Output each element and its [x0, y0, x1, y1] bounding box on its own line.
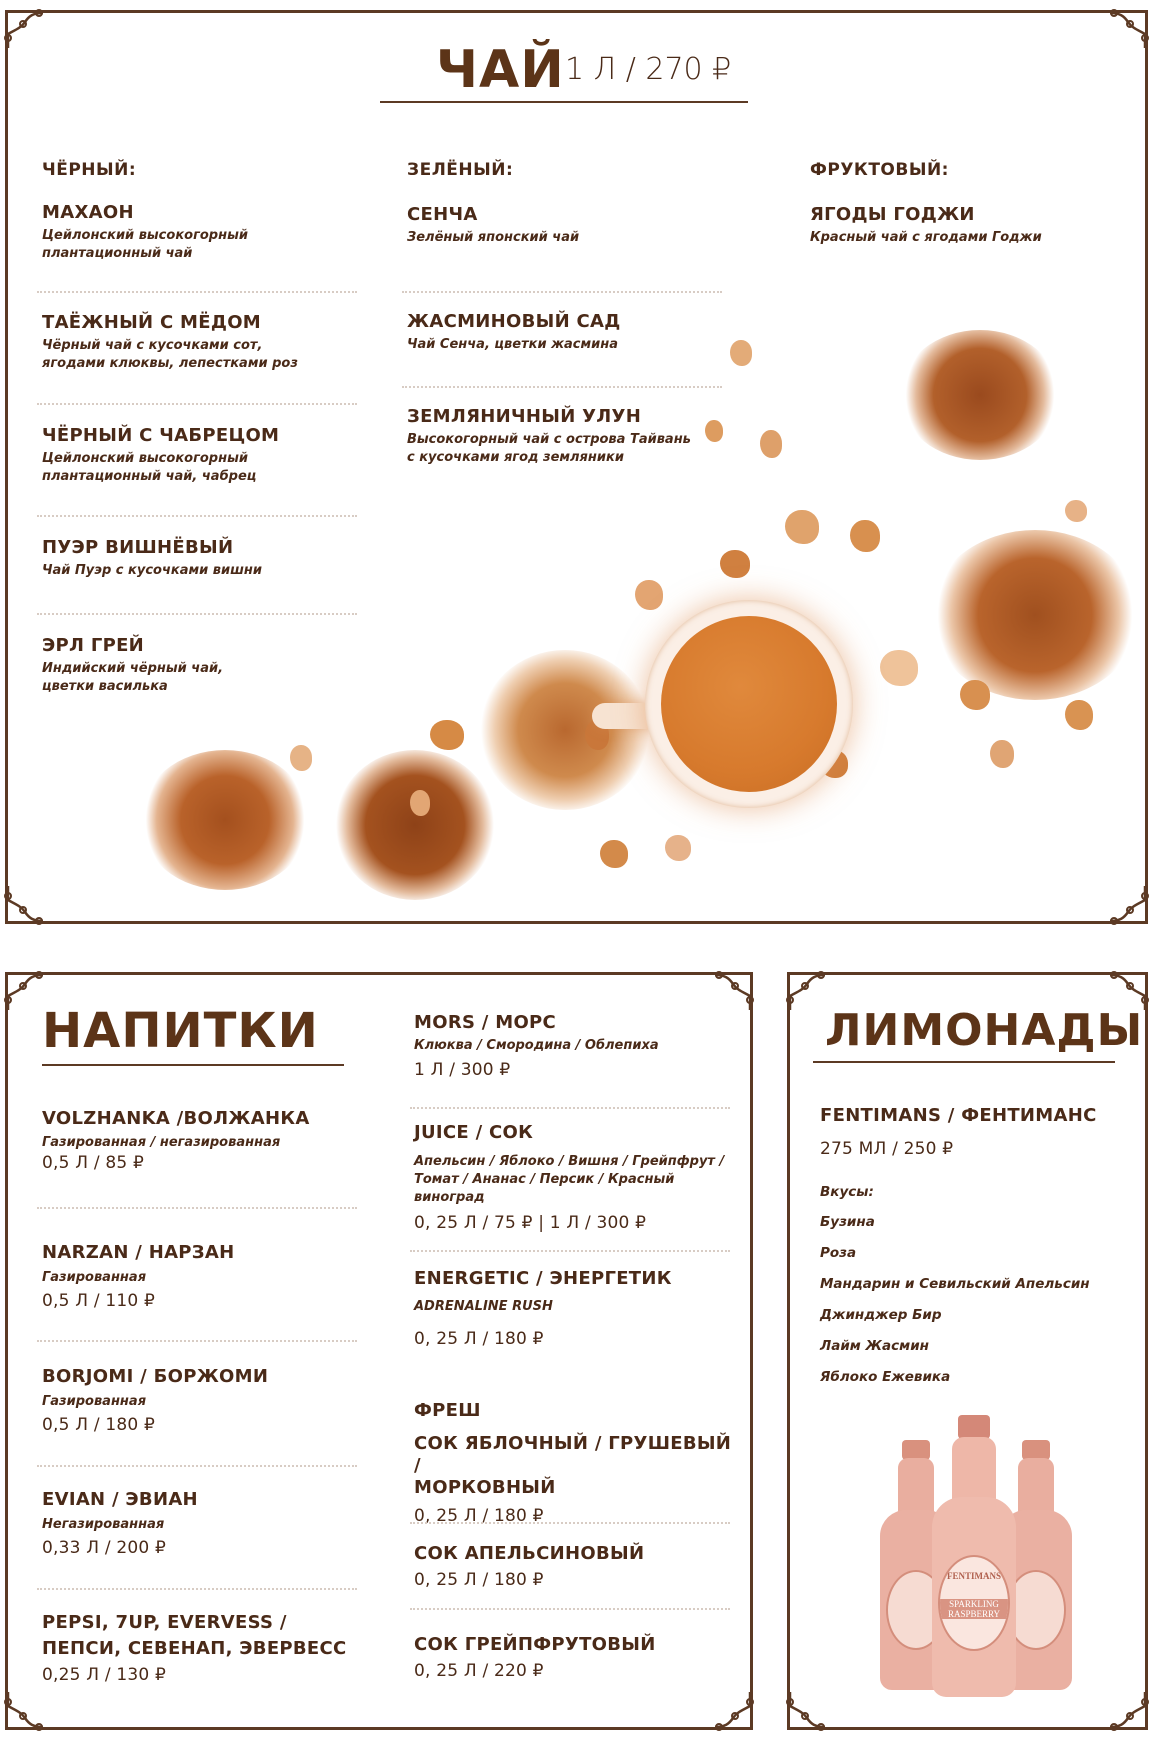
category-green-tea: ЗЕЛЁНЫЙ: — [407, 160, 514, 180]
tea-item-desc: Цейлонский высокогорный — [42, 228, 248, 243]
flavor-item: Лайм Жасмин — [820, 1338, 929, 1354]
tea-item-desc: Цейлонский высокогорный — [42, 451, 248, 466]
ornament-corner-icon — [781, 966, 827, 1012]
drink-item — [414, 1122, 744, 1234]
drink-name: JUICE / СОК — [414, 1122, 534, 1143]
drink-name: NARZAN / НАРЗАН — [42, 1242, 235, 1263]
drink-price: 0, 25 Л / 180 ₽ — [414, 1506, 544, 1526]
drink-name: ENERGETIC / ЭНЕРГЕТИК — [414, 1268, 672, 1289]
ornament-corner-icon — [1108, 884, 1154, 930]
drink-name: МОРКОВНЫЙ — [414, 1477, 556, 1498]
divider — [37, 1588, 357, 1590]
drink-item — [42, 1108, 362, 1174]
divider — [37, 1207, 357, 1209]
tea-item — [42, 202, 362, 263]
divider — [37, 1465, 357, 1467]
drink-name: СОК АПЕЛЬСИНОВЫЙ — [414, 1543, 645, 1564]
tea-item-name: ЭРЛ ГРЕЙ — [42, 635, 145, 656]
ornament-corner-icon — [0, 4, 45, 50]
drink-name: BORJOMI / БОРЖОМИ — [42, 1366, 269, 1387]
drink-price: 0,5 Л / 110 ₽ — [42, 1291, 156, 1311]
drink-item — [414, 1268, 744, 1350]
tea-item-desc: Индийский чёрный чай, — [42, 661, 224, 676]
divider — [37, 291, 357, 293]
drink-price: 1 Л / 300 ₽ — [414, 1060, 511, 1080]
drink-name: PEPSI, 7UP, EVERVESS / — [42, 1612, 287, 1633]
tea-item — [407, 406, 747, 467]
drink-desc: Газированная — [42, 1270, 147, 1285]
flavors-label: Вкусы: — [820, 1184, 874, 1200]
tea-item — [42, 425, 362, 486]
divider — [402, 386, 722, 388]
drink-desc: Негазированная — [42, 1517, 165, 1532]
fresh-heading: ФРЕШ — [414, 1400, 481, 1421]
bottle-label-line1: SPARKLING — [940, 1599, 1008, 1609]
tea-item-desc: плантационный чай — [42, 246, 193, 261]
ornament-corner-icon — [0, 1690, 45, 1736]
divider — [410, 1107, 730, 1109]
drink-price: 0,25 Л / 130 ₽ — [42, 1665, 167, 1685]
drink-desc: Газированная / негазированная — [42, 1135, 281, 1150]
drink-price: 0,33 Л / 200 ₽ — [42, 1538, 167, 1558]
drink-name: ПЕПСИ, СЕВЕНАП, ЭВЕРВЕСС — [42, 1638, 347, 1659]
tea-item-desc: с кусочками ягод земляники — [407, 450, 624, 465]
drink-desc: Клюква / Смородина / Облепиха — [414, 1038, 659, 1053]
tea-item-name: ПУЭР ВИШНЁВЫЙ — [42, 537, 234, 558]
drink-name: EVIAN / ЭВИАН — [42, 1489, 198, 1510]
drink-item — [42, 1242, 362, 1312]
bottle-label-brand: FENTIMANS — [946, 1571, 1001, 1581]
flavor-item: Мандарин и Севильский Апельсин — [820, 1276, 1090, 1292]
tea-item — [42, 635, 362, 696]
drink-name: VOLZHANKA /ВОЛЖАНКА — [42, 1108, 310, 1129]
ornament-corner-icon — [0, 966, 45, 1012]
tea-item-desc: Зелёный японский чай — [407, 230, 580, 245]
drink-item — [414, 1400, 744, 1527]
ornament-corner-icon — [1108, 4, 1154, 50]
ornament-corner-icon — [0, 884, 45, 930]
divider — [37, 403, 357, 405]
drink-price: 0, 25 Л / 75 ₽ | 1 Л / 300 ₽ — [414, 1213, 647, 1233]
tea-item-desc: Красный чай с ягодами Годжи — [810, 230, 1042, 245]
tea-item-name: ЗЕМЛЯНИЧНЫЙ УЛУН — [407, 406, 642, 427]
tea-item — [42, 312, 362, 373]
divider — [410, 1250, 730, 1252]
drink-price: 0, 25 Л / 180 ₽ — [414, 1570, 544, 1590]
tea-item-desc: Чай Пуэр с кусочками вишни — [42, 563, 262, 578]
ornament-corner-icon — [1108, 1690, 1154, 1736]
drink-price: 0, 25 Л / 180 ₽ — [414, 1329, 544, 1349]
drink-item — [42, 1366, 362, 1436]
ornament-corner-icon — [713, 966, 759, 1012]
divider — [402, 291, 722, 293]
flavor-item: Джинджер Бир — [820, 1307, 942, 1323]
tea-item — [407, 311, 747, 354]
tea-item-desc: ягодами клюквы, лепестками роз — [42, 356, 298, 371]
drinks-title-underline — [42, 1064, 344, 1066]
divider — [410, 1608, 730, 1610]
tea-item-name: ЯГОДЫ ГОДЖИ — [810, 204, 975, 225]
tea-item-desc: цветки василька — [42, 679, 168, 694]
tea-item — [407, 204, 747, 247]
tea-item-name: ЖАСМИНОВЫЙ САД — [407, 311, 621, 332]
drink-item — [414, 1634, 744, 1682]
tea-item-desc: Чёрный чай с кусочками сот, — [42, 338, 263, 353]
drink-desc: Газированная — [42, 1394, 147, 1409]
fentimans-bottles-illustration — [870, 1415, 1080, 1705]
flavor-list — [820, 1207, 1140, 1393]
divider — [410, 1522, 730, 1524]
tea-item — [42, 537, 362, 580]
drinks-title: НАПИТКИ — [42, 1003, 319, 1059]
lemonades-title-underline — [813, 1061, 1115, 1063]
drink-desc: Апельсин / Яблоко / Вишня / Грейпфрут / — [414, 1154, 725, 1169]
ornament-corner-icon — [713, 1690, 759, 1736]
tea-item-desc: Чай Сенча, цветки жасмина — [407, 337, 618, 352]
drink-desc: ADRENALINE RUSH — [414, 1299, 553, 1314]
drink-name: СОК ЯБЛОЧНЫЙ / ГРУШЕВЫЙ / — [414, 1433, 732, 1476]
tea-item-name: МАХАОН — [42, 202, 134, 223]
category-black-tea: ЧЁРНЫЙ: — [42, 160, 137, 180]
lemonade-price: 275 МЛ / 250 ₽ — [820, 1139, 954, 1159]
flavor-item: Бузина — [820, 1214, 875, 1230]
tea-item — [810, 204, 1130, 247]
divider — [37, 613, 357, 615]
category-fruit-tea: ФРУКТОВЫЙ: — [810, 160, 949, 180]
drink-item — [414, 1543, 744, 1591]
tea-item-name: СЕНЧА — [407, 204, 478, 225]
drink-item — [42, 1610, 382, 1686]
drink-desc: Томат / Ананас / Персик / Красный виноград — [414, 1172, 675, 1205]
bottle-label-line2: RASPBERRY — [940, 1609, 1008, 1619]
tea-title: ЧАЙ — [436, 40, 565, 100]
tea-item-desc: плантационный чай, чабрец — [42, 469, 257, 484]
flavor-item: Роза — [820, 1245, 857, 1261]
tea-item-desc: Высокогорный чай с острова Тайвань — [407, 432, 691, 447]
tea-title-underline — [380, 101, 748, 103]
tea-price: 1 Л / 270 ₽ — [565, 52, 732, 87]
drink-name: СОК ГРЕЙПФРУТОВЫЙ — [414, 1634, 656, 1655]
drink-price: 0,5 Л / 85 ₽ — [42, 1153, 145, 1173]
divider — [37, 515, 357, 517]
drink-price: 0,5 Л / 180 ₽ — [42, 1415, 156, 1435]
tea-item-name: ЧЁРНЫЙ С ЧАБРЕЦОМ — [42, 425, 280, 446]
tea-item-name: ТАЁЖНЫЙ С МЁДОМ — [42, 312, 262, 333]
lemonades-title: ЛИМОНАДЫ — [825, 1005, 1144, 1056]
drink-name: MORS / МОРС — [414, 1012, 557, 1033]
drink-price: 0, 25 Л / 220 ₽ — [414, 1661, 544, 1681]
drink-item — [42, 1489, 362, 1559]
flavor-item: Яблоко Ежевика — [820, 1369, 951, 1385]
lemonade-name: FENTIMANS / ФЕНТИМАНС — [820, 1105, 1097, 1126]
divider — [37, 1340, 357, 1342]
drink-item — [414, 1012, 744, 1081]
ornament-corner-icon — [781, 1690, 827, 1736]
